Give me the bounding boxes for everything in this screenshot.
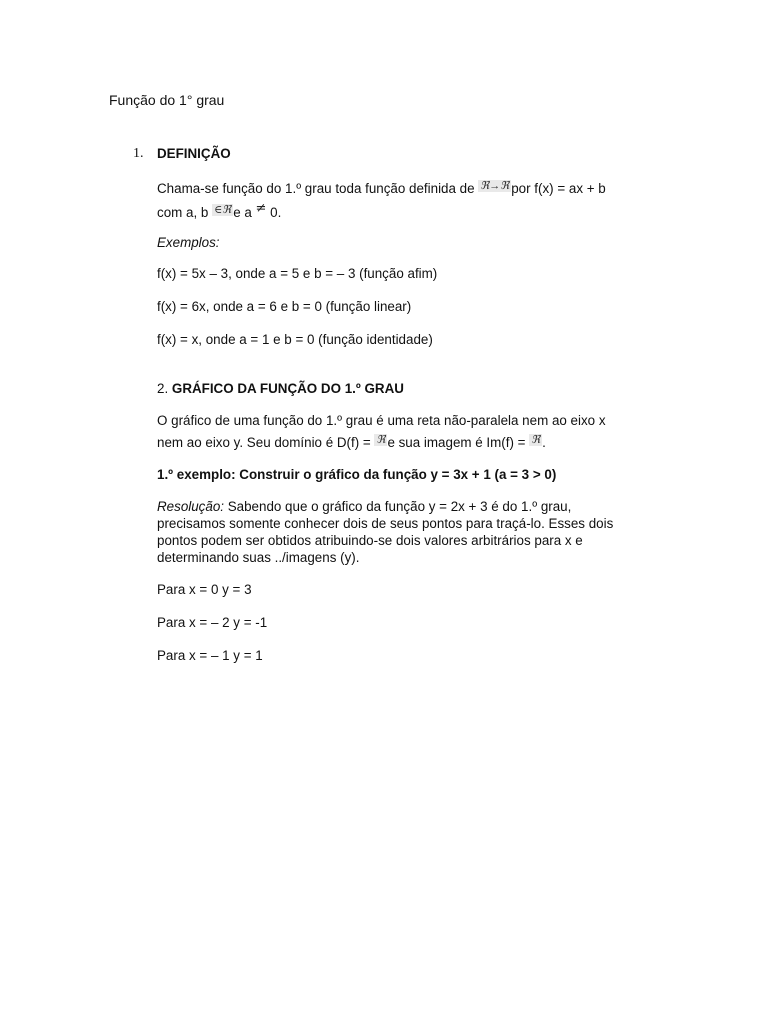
section-1-heading: DEFINIÇÃO [157,146,231,161]
section-1-number: 1. [133,146,144,161]
graph-paragraph-line-1: O gráfico de uma função do 1.º grau é uma reta não-paralela nem ao eixo x [157,413,606,428]
resolution-line-2: precisamos somente conhecer dois de seus pontos para traçá-lo. Esses dois [157,516,614,531]
example-1: f(x) = 5x – 3, onde a = 5 e b = – 3 (função afim) [157,266,438,281]
resolution-line-1 [157,499,571,514]
definition-line-1 [157,180,606,196]
point-3: Para x = – 1 y = 1 [157,648,263,663]
point-2: Para x = – 2 y = -1 [157,615,268,630]
graph-paragraph-text-b: e sua imagem é Im(f) = [387,435,530,450]
graph-paragraph-text: nem ao eixo y. Seu domínio é D(f) = [157,435,375,450]
point-1: Para x = 0 y = 3 [157,582,252,597]
definition-text-cont: por f(x) = ax + b [511,181,606,196]
example-heading: 1.º exemplo: Construir o gráfico da função y = 3x + 1 (a = 3 > 0) [157,467,557,482]
examples-label: Exemplos: [157,235,220,250]
resolution-label: Resolução: [157,499,224,514]
definition-line-2 [157,201,281,220]
section-2-number: 2. [157,381,169,396]
definition-text-line2: com a, b [157,205,213,220]
definition-text-line2b: e a [233,205,256,220]
graph-paragraph-text-c: . [542,435,546,450]
example-2: f(x) = 6x, onde a = 6 e b = 0 (função linear) [157,299,412,314]
not-equal-symbol: ≠ [255,201,267,216]
graph-paragraph-line-2 [157,434,546,450]
example-3: f(x) = x, onde a = 1 e b = 0 (função identidade) [157,332,433,347]
section-2-heading-line [157,381,404,396]
real-to-real-symbol: ℜ→ℜ [480,180,510,192]
element-of-reals-symbol: ∈ℜ [214,204,232,216]
reals-symbol-domain: ℜ [376,434,386,446]
definition-text-line2c: 0. [266,205,282,220]
resolution-line-3: pontos podem ser obtidos atribuindo-se dois valores arbitrários para x e [157,533,583,548]
section-2-heading: GRÁFICO DA FUNÇÃO DO 1.º GRAU [171,381,404,396]
resolution-text: Sabendo que o gráfico da função y = 2x + 3 é do 1.º grau, [224,499,572,514]
page-title: Função do 1° grau [109,92,225,108]
reals-symbol-image: ℜ [531,434,541,446]
resolution-line-4: determinando suas ../imagens (y). [157,550,360,565]
definition-text: Chama-se função do 1.º grau toda função definida de [157,181,479,196]
